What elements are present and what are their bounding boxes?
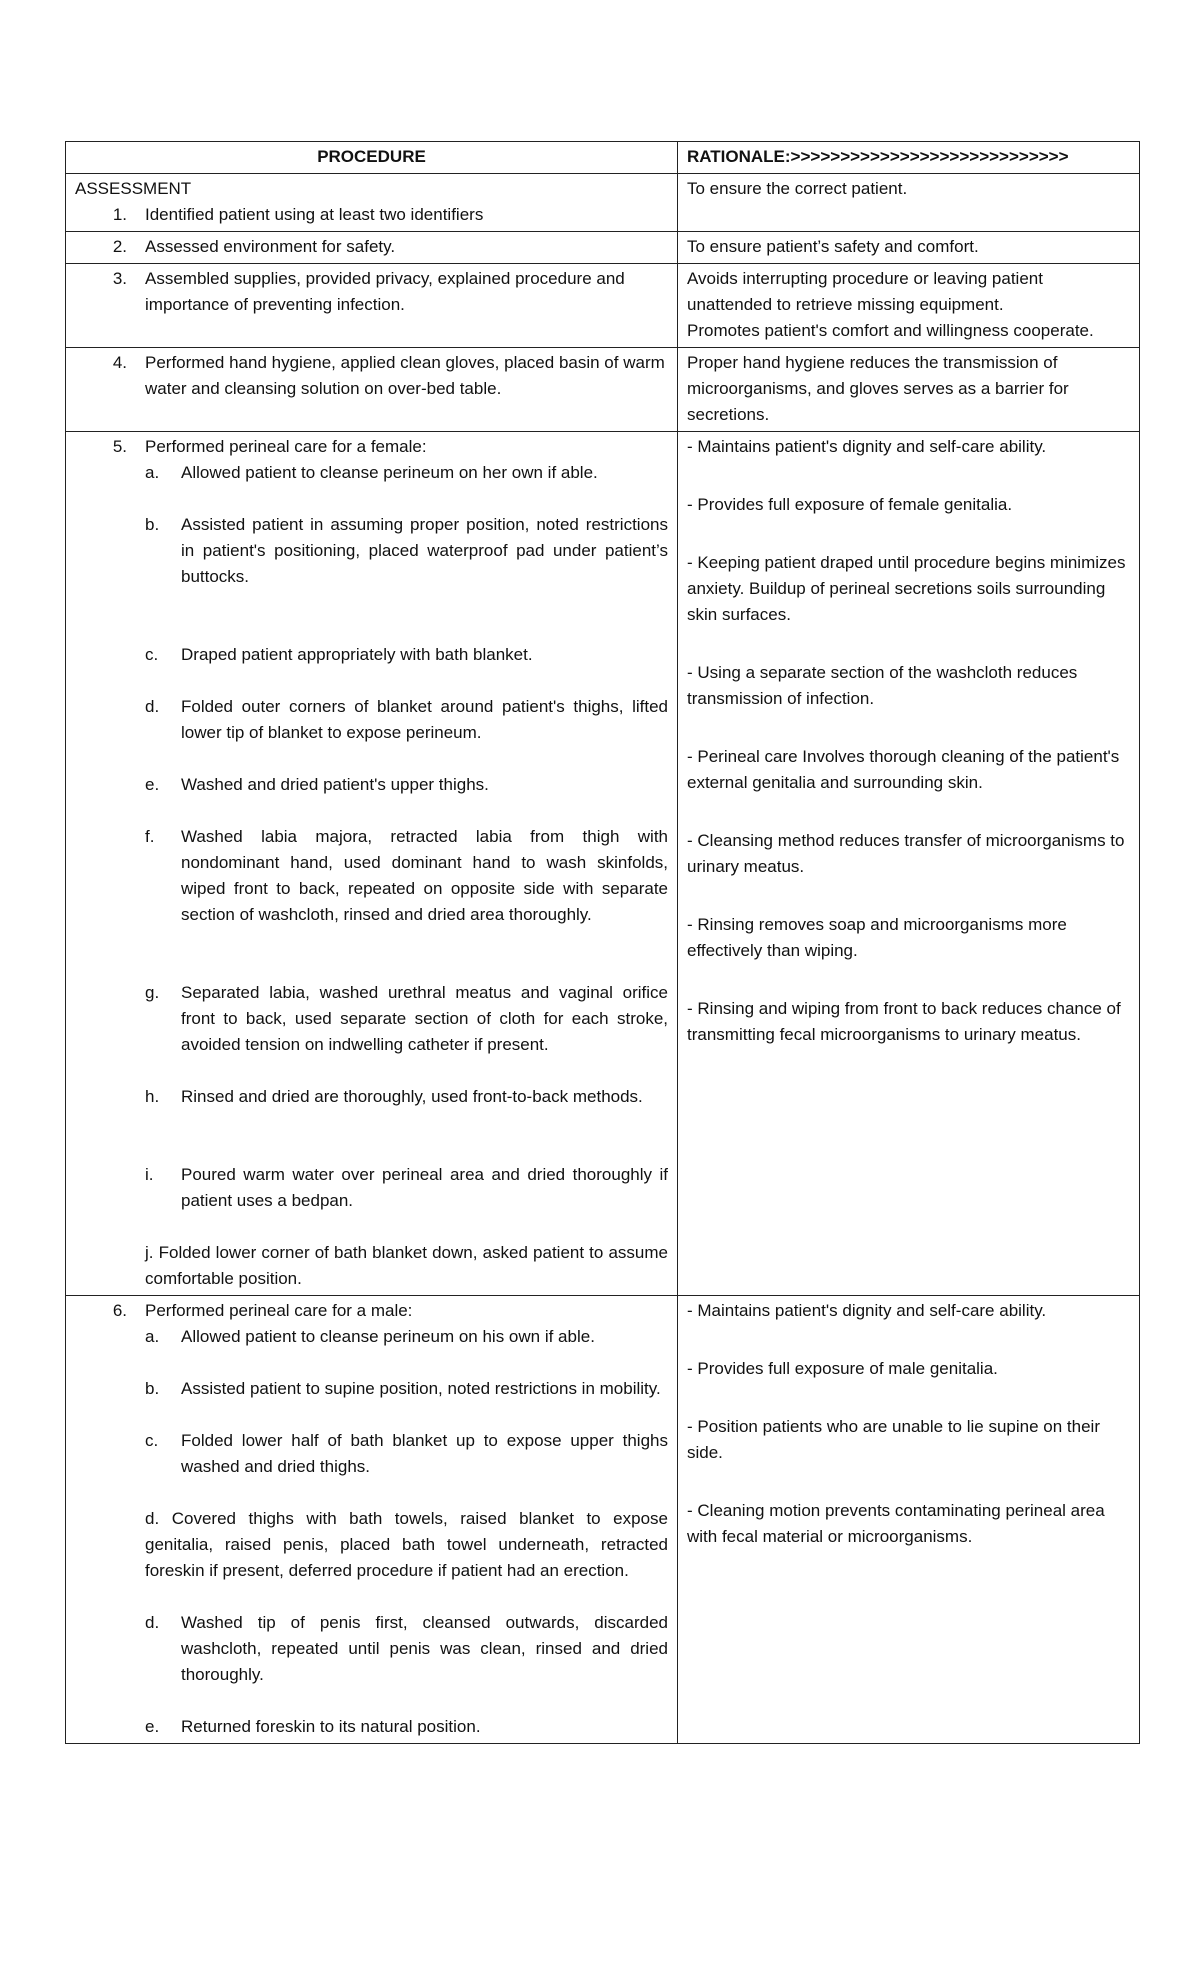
procedure-cell xyxy=(66,432,678,1296)
substep-letter: e. xyxy=(145,1717,160,1736)
step-5 xyxy=(75,434,668,460)
rationale-cell xyxy=(678,1296,1140,1744)
table-row xyxy=(66,432,1140,1296)
step-number: 1. xyxy=(112,205,127,224)
rationale-cell xyxy=(678,264,1140,348)
procedure-header: PROCEDURE xyxy=(66,142,678,174)
rationale-text: - Provides full exposure of female genitalia. xyxy=(687,495,1013,514)
substep-5i xyxy=(145,1162,668,1214)
rationale-header: RATIONALE:>>>>>>>>>>>>>>>>>>>>>>>>>>>> xyxy=(678,142,1140,174)
substep-letter: d. xyxy=(145,697,160,716)
step-number: 2. xyxy=(112,237,127,256)
substep-5a xyxy=(145,460,668,486)
table-row xyxy=(66,1296,1140,1744)
substep-6a xyxy=(145,1324,668,1350)
section-label: ASSESSMENT xyxy=(75,179,192,198)
step-number: 6. xyxy=(112,1301,127,1320)
substep-text: Allowed patient to cleanse perineum on her own if able. xyxy=(181,463,598,482)
step-3 xyxy=(75,266,668,318)
substep-text: Washed tip of penis first, cleansed outwards, discarded washcloth, repeated until penis was clean, rinsed and dried thoroughly. xyxy=(181,1613,668,1684)
substep-5e xyxy=(145,772,668,798)
substep-letter: a. xyxy=(145,463,160,482)
step-text: Identified patient using at least two identifiers xyxy=(145,205,484,224)
rationale-text: - Using a separate section of the washcloth reduces transmission of infection. xyxy=(687,663,1078,708)
substep-5f xyxy=(145,824,668,928)
procedure-cell xyxy=(66,232,678,264)
substep-letter: d. xyxy=(145,1613,160,1632)
substep-5h xyxy=(145,1084,668,1110)
table-row xyxy=(66,264,1140,348)
substep-5j: j. Folded lower corner of bath blanket down, asked patient to assume comfortable position. xyxy=(145,1243,668,1288)
step-text: Assessed environment for safety. xyxy=(145,237,396,256)
procedure-cell xyxy=(66,1296,678,1744)
step-6 xyxy=(75,1298,668,1324)
rationale-text: - Cleansing method reduces transfer of microorganisms to urinary meatus. xyxy=(687,831,1125,876)
substep-6d-wash xyxy=(145,1610,668,1688)
table-row xyxy=(66,232,1140,264)
substep-6e xyxy=(145,1714,668,1740)
rationale-text: - Maintains patient's dignity and self-care ability. xyxy=(687,1301,1047,1320)
substep-6d-cover: d. Covered thighs with bath towels, raised blanket to expose genitalia, raised penis, placed bath towel underneath, retracted foreskin if present, deferred procedure if patient had an erection. xyxy=(145,1509,668,1580)
rationale-cell xyxy=(678,432,1140,1296)
substep-6c xyxy=(145,1428,668,1480)
substep-letter: e. xyxy=(145,775,160,794)
rationale-text: - Provides full exposure of male genitalia. xyxy=(687,1359,998,1378)
rationale-text: - Rinsing and wiping from front to back reduces chance of transmitting fecal microorganisms to urinary meatus. xyxy=(687,999,1121,1044)
rationale-text: Promotes patient's comfort and willingness cooperate. xyxy=(687,321,1094,340)
rationale-cell: To ensure patient’s safety and comfort. xyxy=(678,232,1140,264)
step-text: Performed perineal care for a female: xyxy=(145,437,427,456)
substep-text: Washed and dried patient's upper thighs. xyxy=(181,775,489,794)
substep-letter: h. xyxy=(145,1087,160,1106)
procedure-cell xyxy=(66,264,678,348)
step-number: 4. xyxy=(112,353,127,372)
step-text: Assembled supplies, provided privacy, explained procedure and importance of preventing infection. xyxy=(145,269,625,314)
rationale-text: - Position patients who are unable to lie supine on their side. xyxy=(687,1417,1100,1462)
substep-letter: f. xyxy=(145,827,155,846)
substep-text: Folded outer corners of blanket around patient's thighs, lifted lower tip of blanket to expose perineum. xyxy=(181,697,668,742)
substep-text: Separated labia, washed urethral meatus and vaginal orifice front to back, used separate section of cloth for each stroke, avoided tension on indwelling catheter if present. xyxy=(181,983,668,1054)
substep-5d xyxy=(145,694,668,746)
step-2 xyxy=(75,234,668,260)
substep-6b xyxy=(145,1376,668,1402)
substep-letter: b. xyxy=(145,1379,160,1398)
header-row xyxy=(66,142,1140,174)
substep-letter: b. xyxy=(145,515,160,534)
substep-text: Returned foreskin to its natural position. xyxy=(181,1717,481,1736)
rationale-text: Avoids interrupting procedure or leaving patient unattended to retrieve missing equipment. xyxy=(687,269,1043,314)
rationale-text: - Cleaning motion prevents contaminating perineal area with fecal material or microorganisms. xyxy=(687,1501,1105,1546)
procedure-cell xyxy=(66,348,678,432)
substep-text: Rinsed and dried are thoroughly, used front-to-back methods. xyxy=(181,1087,643,1106)
step-text: Performed perineal care for a male: xyxy=(145,1301,413,1320)
substep-letter: i. xyxy=(145,1165,154,1184)
rationale-text: - Perineal care Involves thorough cleaning of the patient's external genitalia and surrounding skin. xyxy=(687,747,1120,792)
substep-letter: c. xyxy=(145,645,159,664)
rationale-text: - Maintains patient's dignity and self-care ability. xyxy=(687,437,1047,456)
table-row xyxy=(66,348,1140,432)
substep-text: Folded lower half of bath blanket up to expose upper thighs washed and dried thighs. xyxy=(181,1431,668,1476)
rationale-cell: To ensure the correct patient. xyxy=(678,174,1140,232)
substep-5b xyxy=(145,512,668,590)
substep-letter: g. xyxy=(145,983,160,1002)
step-4 xyxy=(75,350,668,402)
rationale-text: - Rinsing removes soap and microorganisms more effectively than wiping. xyxy=(687,915,1067,960)
step-1 xyxy=(75,202,668,228)
substep-5g xyxy=(145,980,668,1058)
procedure-table xyxy=(65,141,1140,1744)
table-row xyxy=(66,174,1140,232)
rationale-text: - Keeping patient draped until procedure begins minimizes anxiety. Buildup of perineal secretions soils surrounding skin surfaces. xyxy=(687,553,1126,624)
rationale-cell: Proper hand hygiene reduces the transmission of microorganisms, and gloves serves as a barrier for secretions. xyxy=(678,348,1140,432)
substep-text: Poured warm water over perineal area and dried thoroughly if patient uses a bedpan. xyxy=(181,1165,668,1210)
substep-text: Washed labia majora, retracted labia from thigh with nondominant hand, used dominant hand to wash skinfolds, wiped front to back, repeated on opposite side with separate section of washcloth, rinsed and dried area thoroughly. xyxy=(181,827,668,924)
step-text: Performed hand hygiene, applied clean gloves, placed basin of warm water and cleansing solution on over-bed table. xyxy=(145,353,665,398)
substep-5c xyxy=(145,642,668,668)
substep-text: Allowed patient to cleanse perineum on his own if able. xyxy=(181,1327,595,1346)
substep-text: Assisted patient to supine position, noted restrictions in mobility. xyxy=(181,1379,661,1398)
substep-text: Assisted patient in assuming proper position, noted restrictions in patient's positioning, placed waterproof pad under patient’s buttocks. xyxy=(181,515,668,586)
substep-letter: a. xyxy=(145,1327,160,1346)
step-number: 3. xyxy=(112,269,127,288)
procedure-cell xyxy=(66,174,678,232)
step-number: 5. xyxy=(112,437,127,456)
substep-text: Draped patient appropriately with bath blanket. xyxy=(181,645,533,664)
substep-letter: c. xyxy=(145,1431,159,1450)
